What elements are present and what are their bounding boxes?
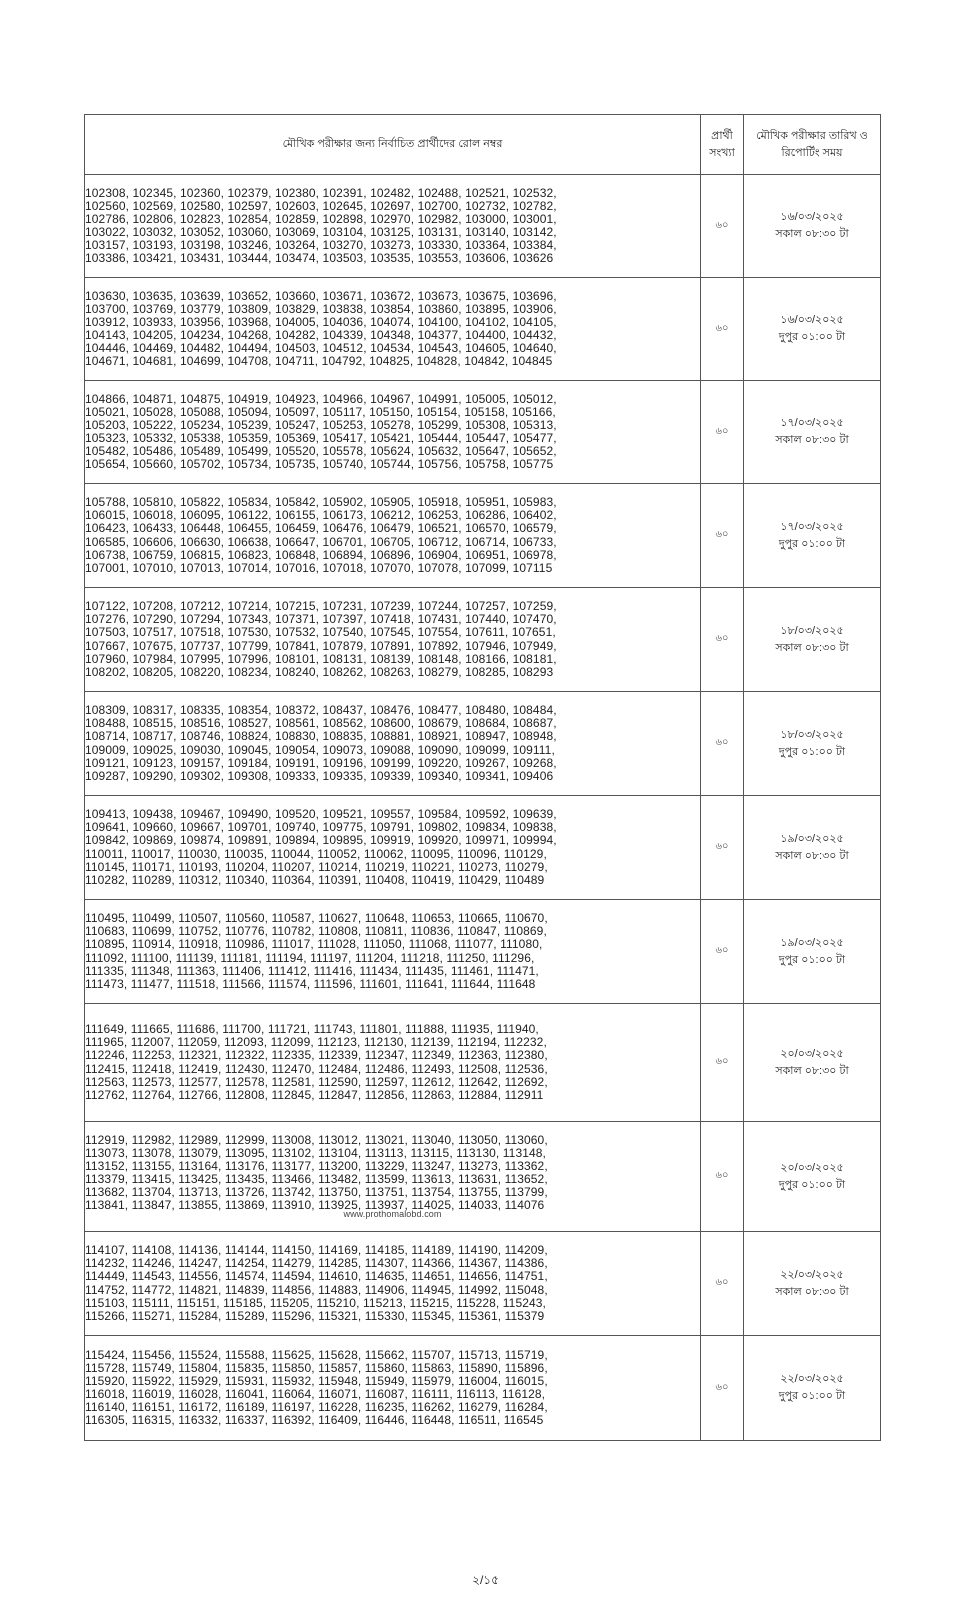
date-time-cell <box>744 278 881 381</box>
reporting-time: দুপুর ০১:০০ টা <box>778 331 846 343</box>
roll-number-line: 114752, 114772, 114821, 114839, 114856, 114883, 114906, 114945, 114992, 115048, <box>85 1282 548 1297</box>
candidate-count: ৬০ <box>701 692 744 796</box>
roll-numbers-cell <box>85 692 701 796</box>
table-row <box>85 796 881 900</box>
roll-numbers-cell <box>85 900 701 1004</box>
roll-number-line: 103630, 103635, 103639, 103652, 103660, 103671, 103672, 103673, 103675, 103696, <box>85 288 557 303</box>
roll-number-line: 110282, 110289, 110312, 110340, 110364, 110391, 110408, 110419, 110429, 110489 <box>85 872 545 887</box>
roll-number-line: 106423, 106433, 106448, 106455, 106459, 106476, 106479, 106521, 106570, 106579, <box>85 521 557 536</box>
roll-number-line: 103386, 103421, 103431, 103444, 103474, 103503, 103535, 103553, 103606, 103626 <box>85 251 554 266</box>
roll-number-line: 113073, 113078, 113079, 113095, 113102, 113104, 113113, 113115, 113130, 113148, <box>85 1145 546 1160</box>
roll-number-line: 102308, 102345, 102360, 102379, 102380, 102391, 102482, 102488, 102521, 102532, <box>85 185 557 200</box>
date-time-cell <box>744 692 881 796</box>
date-time-cell <box>744 381 881 484</box>
exam-date: ১৬/০৩/২০২৫ <box>780 314 844 326</box>
roll-number-line: 105203, 105222, 105234, 105239, 105247, 105253, 105278, 105299, 105308, 105313, <box>85 417 557 432</box>
roll-number-line: 116018, 116019, 116028, 116041, 116064, 116071, 116087, 116111, 116113, 116128, <box>85 1387 546 1401</box>
date-time-cell <box>744 1004 881 1122</box>
roll-number-line: 106585, 106606, 106630, 106638, 106647, 106701, 106705, 106712, 106714, 106733, <box>85 534 557 549</box>
reporting-time: দুপুর ০১:০০ টা <box>778 745 846 758</box>
table-row <box>85 484 881 588</box>
roll-numbers-cell <box>85 484 701 588</box>
date-time-cell <box>744 1336 881 1441</box>
roll-numbers-cell <box>85 1336 701 1441</box>
roll-numbers-cell <box>85 1232 701 1336</box>
roll-numbers-cell <box>85 381 701 484</box>
roll-number-line: 106015, 106018, 106095, 106122, 106155, 106173, 106212, 106253, 106286, 106402, <box>85 508 557 523</box>
reporting-time: সকাল ০৮:৩০ টা <box>775 434 849 446</box>
roll-number-line: 105021, 105028, 105088, 105094, 105097, 105117, 105150, 105154, 105158, 105166, <box>85 404 556 419</box>
roll-number-line: 109641, 109660, 109667, 109701, 109740, 109775, 109791, 109802, 109834, 109838, <box>85 820 557 835</box>
roll-number-line: 114232, 114246, 114247, 114254, 114279, 114285, 114307, 114366, 114367, 114386, <box>85 1256 548 1271</box>
roll-number-line: 106738, 106759, 106815, 106823, 106848, 106894, 106896, 106904, 106951, 106978, <box>85 547 557 562</box>
exam-date: ১৭/০৩/২০২৫ <box>780 520 844 533</box>
roll-number-line: 110683, 110699, 110752, 110776, 110782, 110808, 110811, 110836, 110847, 110869, <box>85 924 547 939</box>
candidate-count: ৬০ <box>701 1232 744 1336</box>
table-row <box>85 381 881 484</box>
roll-number-line: 107001, 107010, 107013, 107014, 107016, 107018, 107070, 107078, 107099, 107115 <box>85 560 553 575</box>
roll-number-line: 115266, 115271, 115284, 115289, 115296, 115321, 115330, 115345, 115361, 115379 <box>85 1308 545 1323</box>
roll-number-line: 112563, 112573, 112577, 112578, 112581, 112590, 112597, 112612, 112642, 112692, <box>85 1074 548 1089</box>
roll-number-line: 111649, 111665, 111686, 111700, 111721, 111743, 111801, 111888, 111935, 111940, <box>85 1022 539 1037</box>
roll-number-line: 109121, 109123, 109157, 109184, 109191, 109196, 109199, 109220, 109267, 109268, <box>85 755 557 770</box>
exam-date: ২০/০৩/২০২৫ <box>780 1161 844 1174</box>
reporting-time: দুপুর ০১:০০ টা <box>778 953 846 966</box>
roll-numbers-cell <box>85 1122 701 1232</box>
table-row <box>85 175 881 278</box>
roll-number-line: 108488, 108515, 108516, 108527, 108561, 108562, 108600, 108679, 108684, 108687, <box>85 716 557 731</box>
roll-numbers-cell <box>85 796 701 900</box>
roll-number-line: 108202, 108205, 108220, 108234, 108240, 108262, 108263, 108279, 108285, 108293 <box>85 664 554 679</box>
roll-numbers-cell <box>85 1004 701 1122</box>
candidate-count: ৬০ <box>701 484 744 588</box>
exam-date: ২০/০৩/২০২৫ <box>780 1047 844 1060</box>
roll-number-line: 109287, 109290, 109302, 109308, 109333, 109335, 109339, 109340, 109341, 109406 <box>85 768 554 783</box>
roll-number-line: 108714, 108717, 108746, 108824, 108830, 108835, 108881, 108921, 108947, 108948, <box>85 729 557 744</box>
reporting-time: সকাল ০৮:৩০ টা <box>775 1285 849 1298</box>
roll-number-line: 114107, 114108, 114136, 114144, 114150, 114169, 114185, 114189, 114190, 114209, <box>85 1243 548 1258</box>
roll-number-line: 111965, 112007, 112059, 112093, 112099, 112123, 112130, 112139, 112194, 112232, <box>85 1035 547 1050</box>
exam-date: ১৯/০৩/২০২৫ <box>780 832 844 845</box>
table-row <box>85 1232 881 1336</box>
roll-number-line: 113379, 113415, 113425, 113435, 113466, 113482, 113599, 113613, 113631, 113652, <box>85 1172 548 1186</box>
roll-number-line: 110495, 110499, 110507, 110560, 110587, 110627, 110648, 110653, 110665, 110670, <box>85 911 548 926</box>
exam-date: ১৯/০৩/২০২৫ <box>780 936 844 949</box>
roll-numbers-cell <box>85 175 701 278</box>
roll-number-line: 112762, 112764, 112766, 112808, 112845, 112847, 112856, 112863, 112884, 112911 <box>85 1087 544 1102</box>
roll-number-line: 105482, 105486, 105489, 105499, 105520, 105578, 105624, 105632, 105647, 105652, <box>85 444 557 459</box>
exam-date: ১৮/০৩/২০২৫ <box>780 624 844 637</box>
roll-number-line: 104143, 104205, 104234, 104268, 104282, 104339, 104348, 104377, 104400, 104432, <box>85 328 557 342</box>
roll-number-line: 104446, 104469, 104482, 104494, 104503, 104512, 104534, 104543, 104605, 104640, <box>85 341 557 356</box>
roll-number-line: 105654, 105660, 105702, 105734, 105735, 105740, 105744, 105756, 105758, 105775 <box>85 457 554 472</box>
reporting-time: সকাল ০৮:৩০ টা <box>775 641 849 654</box>
roll-number-line: 104671, 104681, 104699, 104708, 104711, 104792, 104825, 104828, 104842, 104845 <box>85 354 553 369</box>
page-number: ২/১৫ <box>472 1573 499 1587</box>
roll-number-line: 102560, 102569, 102580, 102597, 102603, 102645, 102697, 102700, 102732, 102782, <box>85 198 557 213</box>
roll-number-line: 107960, 107984, 107995, 107996, 108101, 108131, 108139, 108148, 108166, 108181, <box>85 651 557 666</box>
roll-number-line: 110011, 110017, 110030, 110035, 110044, 110052, 110062, 110095, 110096, 110129, <box>85 846 547 861</box>
roll-number-line: 107667, 107675, 107737, 107799, 107841, 107879, 107891, 107892, 107946, 107949, <box>85 638 557 653</box>
roll-number-line: 113152, 113155, 113164, 113176, 113177, 113200, 113229, 113247, 113273, 113362, <box>85 1158 548 1173</box>
roll-number-line: 107276, 107290, 107294, 107343, 107371, 107397, 107418, 107431, 107440, 107470, <box>85 612 557 627</box>
date-time-cell <box>744 175 881 278</box>
roll-number-line: 111473, 111477, 111518, 111566, 111574, 111596, 111601, 111641, 111644, 111648 <box>85 976 536 991</box>
roll-number-line: 107122, 107208, 107212, 107214, 107215, 107231, 107239, 107244, 107257, 107259, <box>85 599 557 614</box>
table-row <box>85 1004 881 1122</box>
candidate-count: ৬০ <box>701 381 744 484</box>
reporting-time: দুপুর ০১:০০ টা <box>778 1178 846 1191</box>
rolls-header: মৌখিক পরীক্ষার জন্য নির্বাচিত প্রার্থীদের রোল নম্বর <box>85 115 701 175</box>
watermark-text: www.prothomalobd.com <box>343 1209 442 1220</box>
roll-number-line: 104866, 104871, 104875, 104919, 104923, 104966, 104967, 104991, 105005, 105012, <box>85 391 557 406</box>
roll-number-line: 103700, 103769, 103779, 103809, 103829, 103838, 103854, 103860, 103895, 103906, <box>85 301 557 316</box>
roll-number-line: 102786, 102806, 102823, 102854, 102859, 102898, 102970, 102982, 103000, 103001, <box>85 211 557 226</box>
candidate-count: ৬০ <box>701 278 744 381</box>
roll-number-line: 103912, 103933, 103956, 103968, 104005, 104036, 104074, 104100, 104102, 104105, <box>85 314 557 329</box>
roll-number-line: 112919, 112982, 112989, 112999, 113008, 113012, 113021, 113040, 113050, 113060, <box>85 1132 548 1147</box>
roll-number-line: 116305, 116315, 116332, 116337, 116392, 116409, 116446, 116448, 116511, 116545 <box>85 1413 544 1428</box>
roll-number-line: 110145, 110171, 110193, 110204, 110207, 110214, 110219, 110221, 110273, 110279, <box>85 859 548 874</box>
date-time-cell <box>744 900 881 1004</box>
table-row <box>85 1122 881 1232</box>
roll-number-line: 105323, 105332, 105338, 105359, 105369, 105417, 105421, 105444, 105447, 105477, <box>85 431 557 445</box>
roll-number-line: 115103, 115111, 115151, 115185, 115205, 115210, 115213, 115215, 115228, 115243, <box>85 1295 546 1310</box>
candidate-count: ৬০ <box>701 1336 744 1441</box>
roll-number-line: 116140, 116151, 116172, 116189, 116197, 116228, 116235, 116262, 116279, 116284, <box>85 1400 548 1415</box>
date-time-cell <box>744 1232 881 1336</box>
roll-number-line: 109842, 109869, 109874, 109891, 109894, 109895, 109919, 109920, 109971, 109994, <box>85 833 557 848</box>
table-header-row <box>85 115 881 175</box>
roll-number-line: 107503, 107517, 107518, 107530, 107532, 107540, 107545, 107554, 107611, 107651, <box>85 625 556 640</box>
roll-number-line: 114449, 114543, 114556, 114574, 114594, 114610, 114635, 114651, 114656, 114751, <box>85 1269 548 1284</box>
candidate-count: ৬০ <box>701 175 744 278</box>
date-time-cell <box>744 484 881 588</box>
reporting-time: সকাল ০৮:৩০ টা <box>775 849 849 862</box>
table-row <box>85 1336 881 1441</box>
roll-numbers-cell <box>85 278 701 381</box>
date-time-cell <box>744 1122 881 1232</box>
roll-number-line: 111335, 111348, 111363, 111406, 111412, 111416, 111434, 111435, 111461, 111471, <box>85 963 539 978</box>
roll-number-line: 103157, 103193, 103198, 103246, 103264, 103270, 103273, 103330, 103364, 103384, <box>85 238 557 253</box>
roll-number-line: 108309, 108317, 108335, 108354, 108372, 108437, 108476, 108477, 108480, 108484, <box>85 703 557 718</box>
roll-numbers-cell <box>85 588 701 692</box>
count-header: প্রার্থী সংখ্যা <box>701 115 744 175</box>
reporting-time: দুপুর ০১:০০ টা <box>778 1390 846 1402</box>
roll-number-line: 110895, 110914, 110918, 110986, 111017, 111028, 111050, 111068, 111077, 111080, <box>85 937 543 952</box>
date-time-cell <box>744 588 881 692</box>
exam-date: ১৬/০৩/২০২৫ <box>780 211 844 223</box>
date-header: মৌখিক পরীক্ষার তারিখ ও রিপোর্টিং সময় <box>744 115 881 175</box>
candidate-count: ৬০ <box>701 1004 744 1122</box>
roll-number-line: 115920, 115922, 115929, 115931, 115932, 115948, 115949, 115979, 116004, 116015, <box>85 1373 548 1388</box>
reporting-time: দুপুর ০১:০০ টা <box>778 537 846 550</box>
roll-number-line: 109413, 109438, 109467, 109490, 109520, 109521, 109557, 109584, 109592, 109639, <box>85 807 557 822</box>
roll-number-line: 105788, 105810, 105822, 105834, 105842, 105902, 105905, 105918, 105951, 105983, <box>85 495 557 510</box>
roll-number-line: 112415, 112418, 112419, 112430, 112470, 112484, 112486, 112493, 112508, 112536, <box>85 1061 548 1076</box>
candidate-count: ৬০ <box>701 900 744 1004</box>
exam-date: ১৭/০৩/২০২৫ <box>780 417 844 429</box>
reporting-time: সকাল ০৮:৩০ টা <box>775 228 849 240</box>
reporting-time: সকাল ০৮:৩০ টা <box>775 1064 849 1077</box>
table-row <box>85 278 881 381</box>
roll-number-line: 113841, 113847, 113855, 113869, 113910, 113925, 113937, 114025, 114033, 114076 <box>85 1198 545 1213</box>
table-row <box>85 692 881 796</box>
table-row <box>85 588 881 692</box>
date-time-cell <box>744 796 881 900</box>
table-row <box>85 900 881 1004</box>
roll-number-line: 109009, 109025, 109030, 109045, 109054, 109073, 109088, 109090, 109099, 109111, <box>85 742 555 757</box>
roll-number-line: 111092, 111100, 111139, 111181, 111194, 111197, 111204, 111218, 111250, 111296, <box>85 950 535 965</box>
candidate-count: ৬০ <box>701 1122 744 1232</box>
roll-number-line: 115424, 115456, 115524, 115588, 115625, 115628, 115662, 115707, 115713, 115719, <box>85 1347 548 1362</box>
exam-date: ১৮/০৩/২০২৫ <box>780 728 844 741</box>
exam-date: ২২/০৩/২০২৫ <box>780 1373 844 1385</box>
roll-number-line: 103022, 103032, 103052, 103060, 103069, 103104, 103125, 103131, 103140, 103142, <box>85 225 557 239</box>
viva-schedule-table <box>84 114 881 1441</box>
roll-number-line: 113682, 113704, 113713, 113726, 113742, 113750, 113751, 113754, 113755, 113799, <box>85 1185 548 1200</box>
candidate-count: ৬০ <box>701 796 744 900</box>
roll-number-line: 112246, 112253, 112321, 112322, 112335, 112339, 112347, 112349, 112363, 112380, <box>85 1048 548 1063</box>
candidate-count: ৬০ <box>701 588 744 692</box>
exam-date: ২২/০৩/২০২৫ <box>780 1268 844 1281</box>
roll-number-line: 115728, 115749, 115804, 115835, 115850, 115857, 115860, 115863, 115890, 115896, <box>85 1360 548 1375</box>
